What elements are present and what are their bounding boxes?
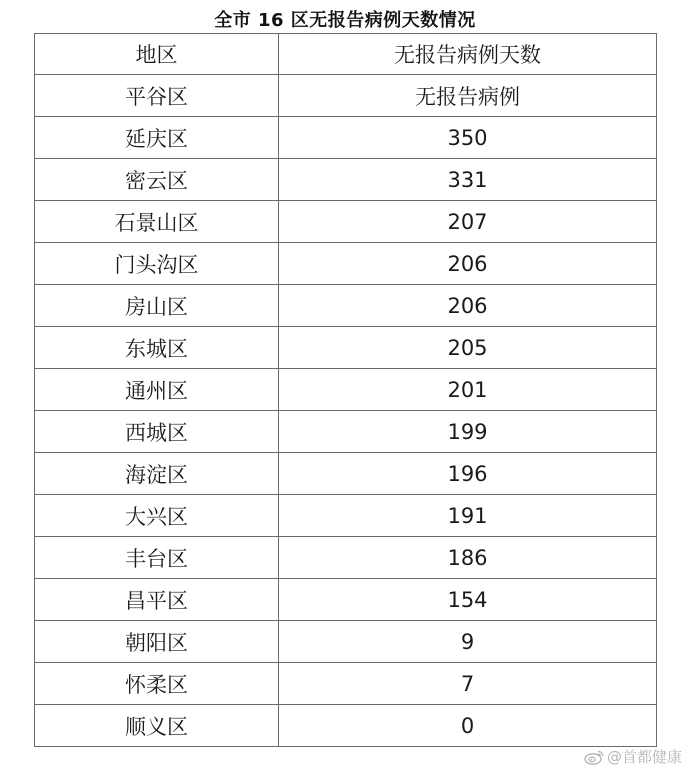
table-row <box>35 495 657 537</box>
days-cell: 331 <box>279 159 657 201</box>
district-cell: 丰台区 <box>35 537 279 579</box>
table-row <box>35 453 657 495</box>
table-row <box>35 663 657 705</box>
district-cell: 海淀区 <box>35 453 279 495</box>
table-row <box>35 201 657 243</box>
watermark <box>584 746 682 767</box>
table-row <box>35 243 657 285</box>
days-cell: 199 <box>279 411 657 453</box>
table-row <box>35 705 657 747</box>
district-cell: 通州区 <box>35 369 279 411</box>
table-row <box>35 159 657 201</box>
table-row <box>35 117 657 159</box>
table-row <box>35 621 657 663</box>
district-cell: 朝阳区 <box>35 621 279 663</box>
district-cell: 西城区 <box>35 411 279 453</box>
district-cell: 顺义区 <box>35 705 279 747</box>
table-row <box>35 327 657 369</box>
district-cell: 门头沟区 <box>35 243 279 285</box>
district-cell: 平谷区 <box>35 75 279 117</box>
column-header-district: 地区 <box>35 34 279 75</box>
district-cell: 昌平区 <box>35 579 279 621</box>
district-cell: 密云区 <box>35 159 279 201</box>
days-cell: 206 <box>279 285 657 327</box>
days-cell: 196 <box>279 453 657 495</box>
table-row <box>35 537 657 579</box>
district-cell: 大兴区 <box>35 495 279 537</box>
table-row <box>35 75 657 117</box>
district-cell: 延庆区 <box>35 117 279 159</box>
table-header-row <box>35 34 657 75</box>
days-cell: 207 <box>279 201 657 243</box>
days-cell: 9 <box>279 621 657 663</box>
column-header-days: 无报告病例天数 <box>279 34 657 75</box>
district-cell: 房山区 <box>35 285 279 327</box>
days-cell: 154 <box>279 579 657 621</box>
days-cell: 350 <box>279 117 657 159</box>
days-cell: 205 <box>279 327 657 369</box>
weibo-icon <box>584 749 604 765</box>
district-days-table <box>34 33 657 747</box>
table-title: 全市 16 区无报告病例天数情况 <box>214 10 476 31</box>
days-cell: 206 <box>279 243 657 285</box>
district-cell: 怀柔区 <box>35 663 279 705</box>
table-row <box>35 369 657 411</box>
table-row <box>35 579 657 621</box>
watermark-text: @首都健康 <box>606 748 682 766</box>
days-cell: 186 <box>279 537 657 579</box>
days-cell: 201 <box>279 369 657 411</box>
days-cell: 0 <box>279 705 657 747</box>
days-cell: 191 <box>279 495 657 537</box>
district-cell: 石景山区 <box>35 201 279 243</box>
days-cell: 无报告病例 <box>279 75 657 117</box>
table-row <box>35 285 657 327</box>
district-cell: 东城区 <box>35 327 279 369</box>
days-cell: 7 <box>279 663 657 705</box>
table-row <box>35 411 657 453</box>
